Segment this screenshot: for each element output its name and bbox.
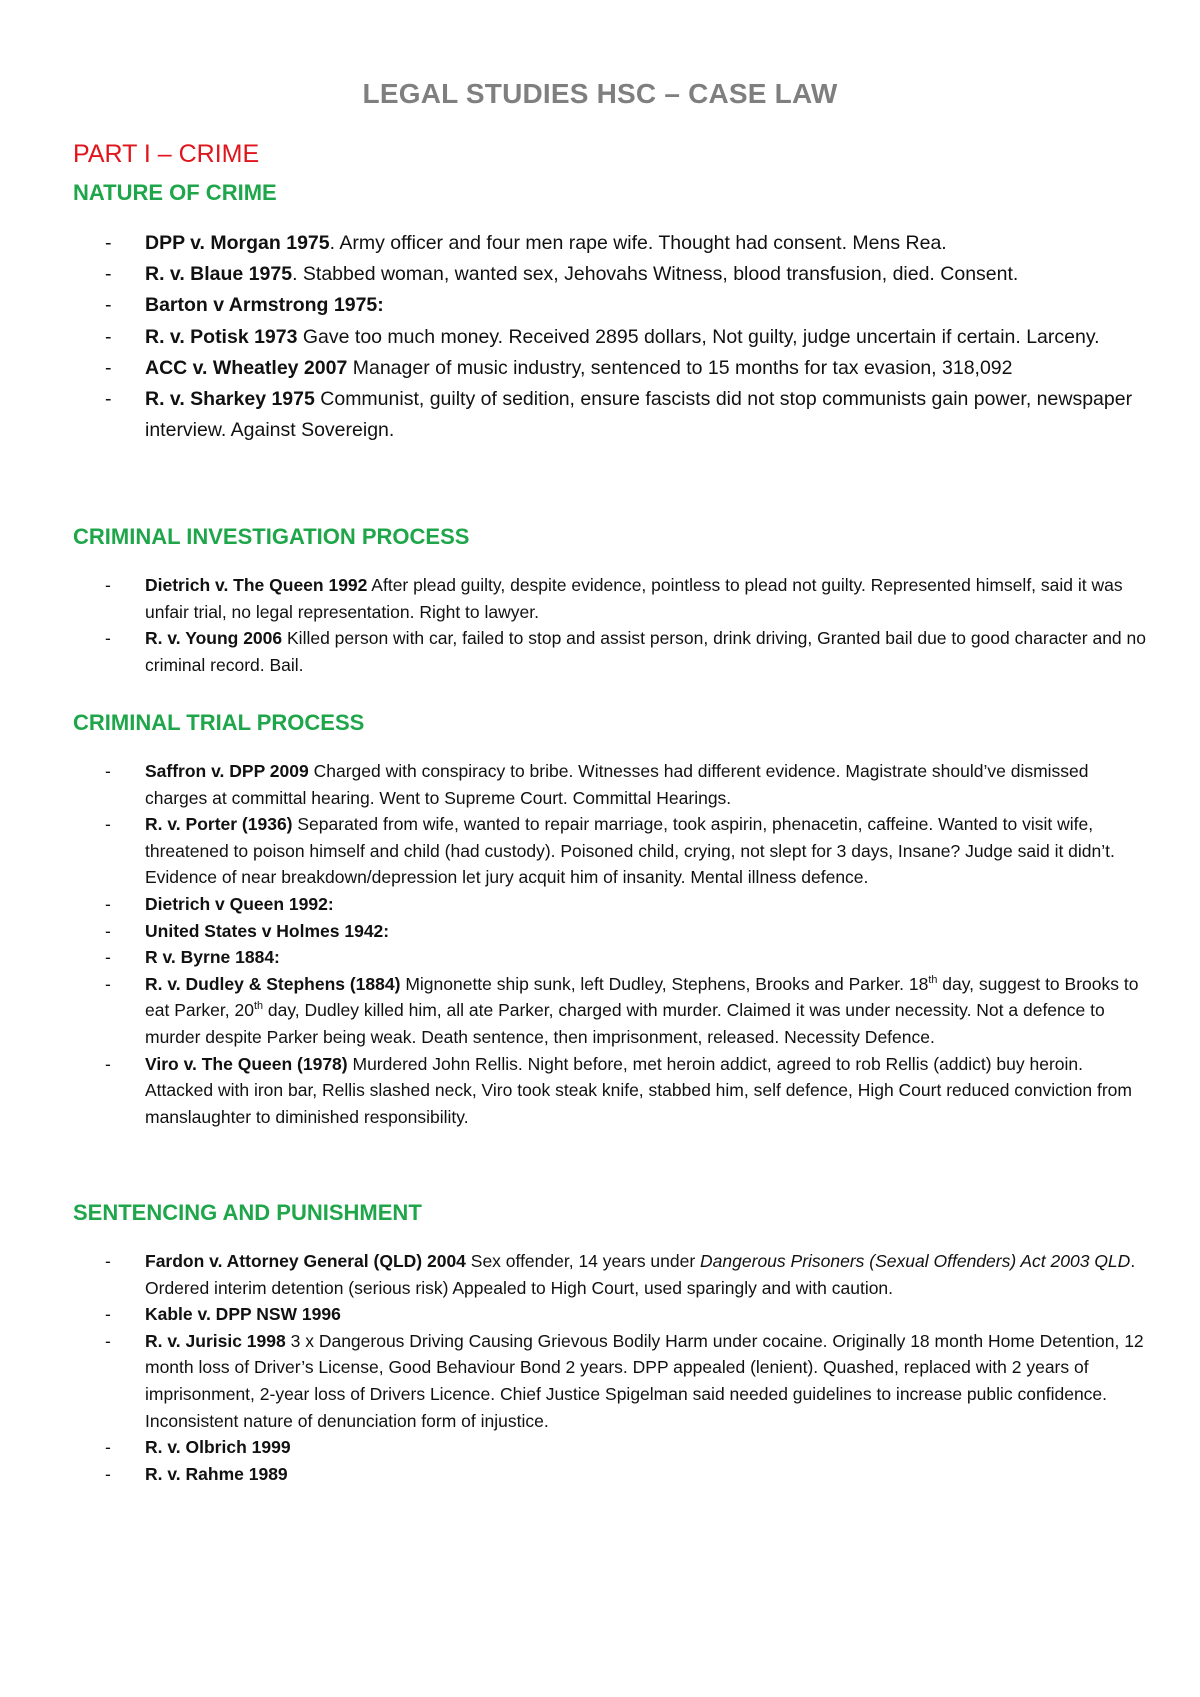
bullet-dash: - [105,1437,111,1458]
case-name: R. v. Rahme 1989 [145,1463,288,1484]
list-item [73,1328,1153,1434]
bullet-dash: - [105,973,111,994]
case-summary: After plead guilty, despite evidence, pointless to plead not guilty. Represented himself, said it was unfair trial, no legal representation. Right to lawyer. [145,575,1123,622]
list-item [73,891,1153,918]
section-sentencing [73,1200,1153,1484]
case-name: R. v. Olbrich 1999 [145,1437,291,1458]
list-item [73,322,1153,353]
ordinal-suffix: th [928,973,938,986]
case-name: Kable v. DPP NSW 1996 [145,1304,341,1325]
document-title: LEGAL STUDIES HSC – CASE LAW [362,78,838,109]
bullet-dash: - [105,263,112,286]
list-item [73,758,1153,811]
case-summary: Gave too much money. Received 2895 dollars, Not guilty, judge uncertain if certain. Larceny. [297,325,1100,348]
case-name: R. v. Sharkey 1975 [145,388,315,411]
list-item [73,944,1153,971]
ordinal-suffix: th [253,1000,264,1013]
list-item [73,572,1153,625]
list-item [73,228,1153,259]
section-heading: NATURE OF CRIME [73,180,277,205]
case-list [73,758,1153,1130]
section-heading: SENTENCING AND PUNISHMENT [73,1200,422,1225]
bullet-dash: - [105,1330,111,1351]
section-heading: CRIMINAL INVESTIGATION PROCESS [73,524,470,549]
case-name: Viro v. The Queen (1978) [145,1053,348,1074]
bullet-dash: - [105,947,111,968]
list-item [73,353,1153,384]
case-summary: Killed person with car, failed to stop and assist person, drink driving, Granted bail due to good character and no criminal record. Bail. [145,628,1146,675]
case-summary: . Stabbed woman, wanted sex, Jehovahs Witness, blood transfusion, died. Consent. [292,263,1019,286]
case-summary: . Army officer and four men rape wife. Thought had consent. Mens Rea. [329,232,947,254]
case-summary-part: day, Dudley killed him, all ate Parker, charged with murder. Claimed it was under necessity. Not a defence to murder despite Parker being weak. Death sentence, then imprisonment, released. Necessity Defence. [145,1000,1105,1047]
bullet-dash: - [105,893,111,914]
case-summary-part: day, suggest to Brooks to eat Parker, 20 [145,973,1139,1021]
case-summary: Charged with conspiracy to bribe. Witnesses had different evidence. Magistrate should’ve dismissed charges at committal hearing. Went to Supreme Court. Committal Hearings. [145,761,1089,808]
list-item [73,1248,1153,1301]
bullet-dash: - [105,325,112,348]
list-item [73,1301,1153,1328]
case-name: Dietrich v. The Queen 1992 [145,575,368,595]
case-list [73,228,1153,446]
case-name: Dietrich v Queen 1992: [145,893,334,914]
case-name: R. v. Dudley & Stephens (1884) [145,973,401,994]
case-summary: Manager of music industry, sentenced to 15 months for tax evasion, 318,092 [347,356,1013,379]
list-item [73,1461,1153,1488]
act-title: Dangerous Prisoners (Sexual Offenders) Act 2003 QLD [700,1251,1131,1271]
list-item [73,971,1153,1051]
list-item [73,625,1153,678]
case-list [73,572,1153,678]
bullet-dash: - [105,356,112,379]
bullet-dash: - [105,1304,111,1325]
section-heading: CRIMINAL TRIAL PROCESS [73,710,365,735]
list-item [73,1051,1153,1131]
case-summary-part: Sex offender, 14 years under [465,1251,701,1271]
case-name: United States v Holmes 1942: [145,920,390,941]
case-summary: 3 x Dangerous Driving Causing Grievous Bodily Harm under cocaine. Originally 18 month Home Detention, 12 month loss of Driver’s License, Good Behaviour Bond 2 years. DPP appealed (lenient). Quashed, replaced with 2 years of imprisonment, 2-year loss of Drivers Licence. Chief Justice Spigelman said needed guidelines to increase public confidence. Inconsistent nature of denunciation form of injustice. [145,1330,1144,1431]
case-summary: Murdered John Rellis. Night before, met heroin addict, agreed to rob Rellis (addict) buy heroin. Attacked with iron bar, Rellis slashed neck, Viro took steak knife, stabbed him, self defence, High Court reduced conviction from manslaughter to diminished responsibility. [145,1053,1132,1127]
bullet-dash: - [105,294,112,317]
bullet-dash: - [105,628,111,649]
list-item [73,259,1153,290]
section-criminal-trial [73,710,1153,1127]
section-criminal-investigation [73,524,1153,675]
bullet-dash: - [105,1463,111,1484]
case-summary-part: . Ordered interim detention (serious risk) Appealed to High Court, used sparingly and with caution. [145,1251,1136,1298]
case-name: R. v. Young 2006 [145,628,283,649]
section-nature-of-crime [73,180,1153,442]
bullet-dash: - [105,920,111,941]
bullet-dash: - [105,1251,111,1271]
list-item [73,811,1153,891]
case-summary: Separated from wife, wanted to repair marriage, took aspirin, phenacetin, caffeine. Wanted to visit wife, threatened to poison himself and child (had custody). Poisoned child, crying, not slept for 3 days, Insane? Judge said it didn’t. Evidence of near breakdown/depression let jury acquit him of insanity. Mental illness defence. [145,814,1115,888]
case-name: R. v. Blaue 1975 [145,263,293,286]
bullet-dash: - [105,761,111,781]
case-name: R. v. Potisk 1973 [145,325,298,348]
case-name: Fardon v. Attorney General (QLD) 2004 [145,1251,466,1271]
case-name: Barton v Armstrong 1975: [145,294,384,317]
case-list [73,1248,1153,1487]
bullet-dash: - [105,1053,111,1074]
part-title: PART I – CRIME [73,140,260,168]
bullet-dash: - [105,232,112,254]
case-name: R v. Byrne 1884: [145,947,280,968]
bullet-dash: - [105,388,112,411]
case-name: ACC v. Wheatley 2007 [145,356,348,379]
case-name: DPP v. Morgan 1975 [145,232,330,254]
list-item [73,290,1153,321]
case-name: R. v. Jurisic 1998 [145,1330,286,1351]
bullet-dash: - [105,575,111,595]
case-name: R. v. Porter (1936) [145,814,293,835]
list-item [73,1434,1153,1461]
list-item [73,384,1153,446]
case-summary: Communist, guilty of sedition, ensure fascists did not stop communists gain power, newspaper interview. Against Sovereign. [145,388,1133,442]
case-name: Saffron v. DPP 2009 [145,761,309,781]
bullet-dash: - [105,814,111,835]
list-item [73,918,1153,945]
case-summary-part: Mignonette ship sunk, left Dudley, Stephens, Brooks and Parker. 18 [400,973,929,994]
